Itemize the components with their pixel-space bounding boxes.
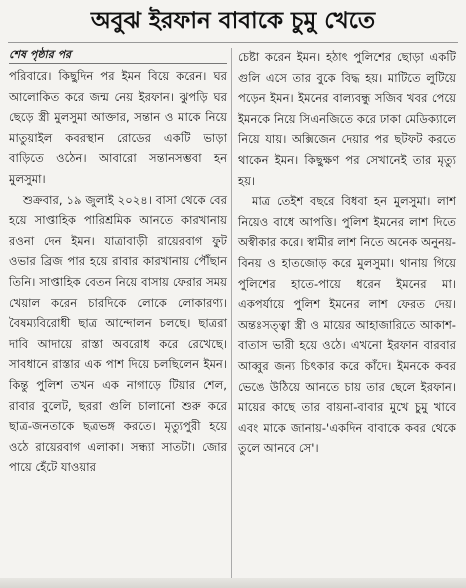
paragraph-2: শুক্রবার, ১৯ জুলাই ২০২৪। বাসা থেকে বের হয়ে সাপ্তাহিক পারিশ্রমিক আনতে কারখানায় রওনা দেন ইমন। যাত্রাবাড়ী রায়েরবাগ ফুট ওভার ব্রিজ পার হয়ে রাবার কারখানায় পৌঁছান তিনি। সাপ্তাহিক বেতন নিয়ে বাসায় ফেরার সময় খেয়াল করেন চারদিকে লোকে লোকারণ্য। বৈষম্যবিরোধী ছাত্র আন্দোলন চলছে। ছাত্ররা দাবি আদায়ে রাস্তা অবরোধ করে রেখেছে। সাবধানে রাস্তার এক পাশ দিয়ে চলছিলেন ইমন। কিন্তু পুলিশ তখন এক নাগাড়ে টিয়ার শেল, রাবার বুলেট, ছররা গুলি চালানো শুরু করে ছাত্র-জনতাকে ছত্রভঙ্গ করতে। মৃত্যুপুরী হয়ে ওঠে রায়েরবাগ এলাকা। সন্ধ্যা সাতটা। জোর পায়ে হেঁটে যাওয়ার	[9, 192, 227, 475]
continuation-kicker: শেষ পৃষ্ঠার পর	[9, 47, 227, 64]
column-divider	[231, 48, 232, 580]
paragraph-1: পরিবারে। কিছুদিন পর ইমন বিয়ে করেন। ঘর আলোকিত করে জন্ম নেয় ইরফান। ঝুপড়ি ঘর ছেড়ে স্ত্রী মুলসুমা আক্তার, সন্তান ও মাকে নিয়ে মাতুয়াইল কবরস্থান রোডের একটি ভাড়া বাড়িতে ওঠেন। আবারো সন্তানসম্ভবা হন মুলসুমা।	[9, 69, 227, 186]
article-column-right	[238, 47, 456, 459]
page-bottom-edge	[0, 578, 466, 588]
headline-rule	[8, 42, 458, 43]
article-column-left	[9, 47, 227, 478]
headline: অবুঝ ইরফান বাবাকে চুমু খেতে	[90, 8, 376, 34]
paragraph-3: চেষ্টা করেন ইমন। হঠাৎ পুলিশের ছোড়া একটি গুলি এসে তার বুকে বিদ্ধ হয়। মাটিতে লুটিয়ে পড়েন ইমন। ইমনের বাল্যবন্ধু সজিব খবর পেয়ে ইমনকে নিয়ে সিএনজিতে করে ঢাকা মেডিক্যালে নিয়ে যায়। অক্সিজেন দেয়ার পর ছটফট করতে থাকেন ইমন। কিছুক্ষণ পর সেখানেই তার মৃত্যু হয়।	[238, 50, 456, 188]
paragraph-4: মাত্র তেইশ বছরে বিধবা হন মুলসুমা। লাশ নিয়েও বাধে আপত্তি। পুলিশ ইমনের লাশ দিতে অস্বীকার করে। স্বামীর লাশ নিতে অনেক অনুনয়-বিনয় ও হাতজোড় করে মুলসুমা। থানায় গিয়ে পুলিশের হাতে-পায়ে ধরেন ইমনের মা। একপর্যায়ে পুলিশ ইমনের লাশ ফেরত দেয়। অন্তঃসত্ত্বা স্ত্রী ও মায়ের আহাজারিতে আকাশ-বাতাস ভারী হয়ে ওঠে। এখনো ইরফান বারবার আব্বুর জন্য চিৎকার করে কাঁদে। ইমনকে কবর ভেঙে উঠিয়ে আনতে চায় তার ছেলে ইরফান। মায়ের কাছে তার বায়না-বাবার মুখে চুমু খাবে এবং মাকে জানায়-'একদিন বাবাকে কবর থেকে তুলে আনবে সে'।	[238, 194, 456, 456]
